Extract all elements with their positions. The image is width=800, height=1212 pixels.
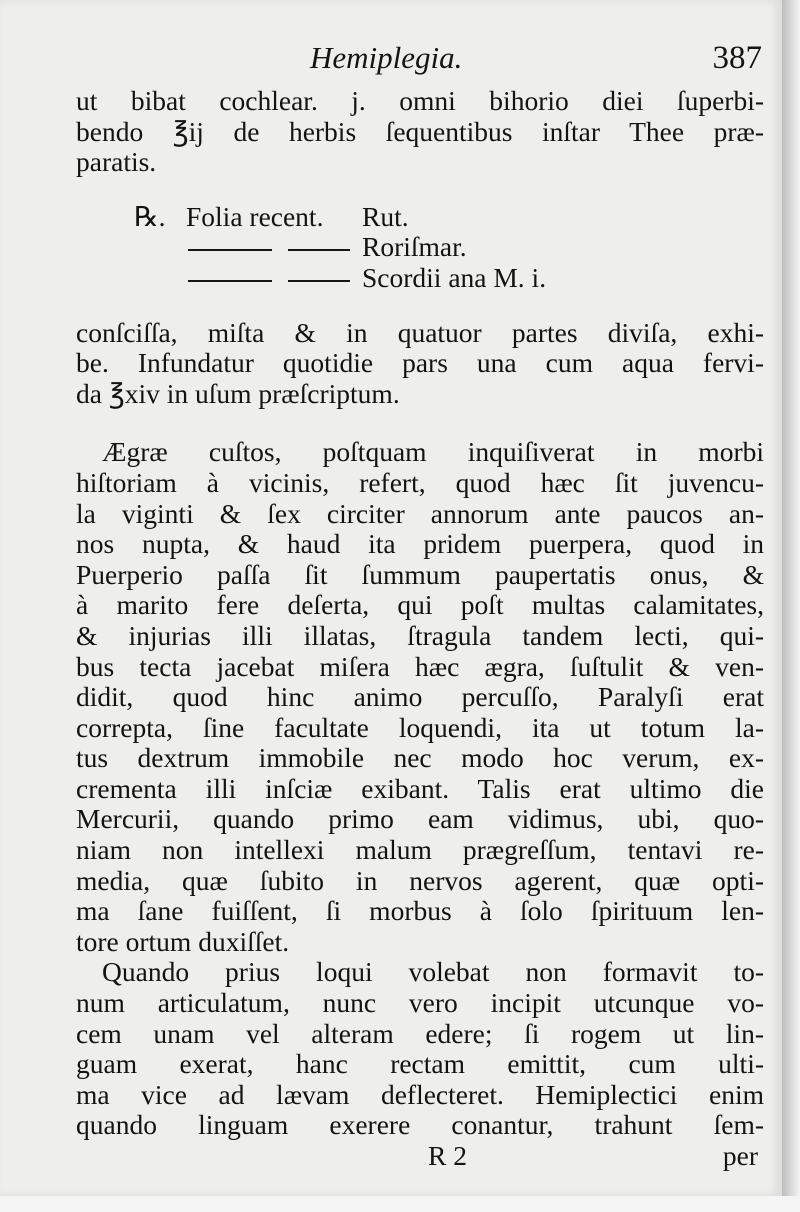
- catchword: per: [722, 1140, 758, 1171]
- text-line: correpta, ſine facultate loquendi, ita ut totum la-: [76, 711, 764, 743]
- page-bottom-margin: [0, 1196, 800, 1212]
- recipe-block: [76, 202, 764, 294]
- paragraph-3: [76, 437, 764, 957]
- text-line: hiſtoriam à vicinis, refert, quod hæc ſit juvencu-: [76, 466, 764, 498]
- text-line: paratis.: [76, 146, 157, 178]
- ditto-rule: [188, 280, 272, 282]
- text-line: nos nupta, & haud ita pridem puerpera, quod in: [76, 528, 764, 560]
- running-title: Hemiplegia.: [310, 40, 463, 75]
- text-line: Puerperio paſſa ſit ſummum paupertatis onus, &: [76, 558, 764, 590]
- recipe-lead: Folia recent.: [186, 200, 324, 232]
- text-line: crementa illi inſciæ exibant. Talis erat ultimo die: [76, 772, 764, 804]
- text-line: quando linguam exerere conantur, trahunt ſem-: [76, 1109, 764, 1141]
- text-line: & injurias illi illatas, ſtragula tandem lecti, qui-: [76, 619, 764, 651]
- recipe-line: [76, 232, 764, 263]
- paragraph-1: [76, 86, 764, 178]
- recipe-item: Roriſmar.: [362, 231, 467, 263]
- text-line: niam non intellexi malum prægreſſum, tentavi re-: [76, 834, 764, 866]
- ditto-rule: [188, 249, 272, 251]
- page-footer: [76, 1140, 764, 1174]
- ditto-rule: [288, 280, 350, 282]
- text-line: ma ſane fuiſſent, ſi morbus à ſolo ſpirituum len-: [76, 895, 764, 927]
- recipe-line: [76, 202, 764, 233]
- ditto-rule: [288, 249, 350, 251]
- text-line: tus dextrum immobile nec modo hoc verum, ex-: [76, 742, 764, 774]
- recipe-item: Scordii ana M. i.: [362, 261, 547, 293]
- text-line: guam exerat, hanc rectam emittit, cum ulti-: [76, 1048, 764, 1080]
- text-line: conſciſſa, miſta & in quatuor partes diviſa, exhi-: [76, 316, 764, 348]
- text-line: la viginti & ſex circiter annorum ante paucos an-: [76, 497, 764, 529]
- page-edge-shadow: [782, 0, 800, 1212]
- text-line: Quando prius loqui volebat non formavit to-: [102, 956, 764, 988]
- text-line: cem unam vel alteram edere; ſi rogem ut lin-: [76, 1017, 764, 1049]
- page-header: [78, 40, 764, 84]
- text-line: didit, quod hinc animo percuſſo, Paralyſi erat: [76, 681, 764, 713]
- text-line: da ℥xiv in uſum præſcriptum.: [76, 377, 400, 409]
- text-line: Mercurii, quando primo eam vidimus, ubi, quo-: [76, 803, 764, 835]
- text-line: Ægræ cuſtos, poſtquam inquiſiverat in morbi: [102, 436, 764, 468]
- text-line: bendo ℥ij de herbis ſequentibus inſtar Thee præ-: [76, 115, 764, 147]
- recipe-symbol: ℞.: [134, 200, 166, 232]
- recipe-line: [76, 263, 764, 294]
- text-line: ma vice ad lævam deflecteret. Hemiplectici enim: [76, 1078, 764, 1110]
- text-line: num articulatum, nunc vero incipit utcunque vo-: [76, 987, 764, 1019]
- paragraph-2: [76, 318, 764, 410]
- text-line: tore ortum duxiſſet.: [76, 925, 290, 957]
- paragraph-4: [76, 957, 764, 1141]
- body-text: [76, 86, 764, 1141]
- signature-mark: R 2: [428, 1140, 467, 1171]
- text-line: media, quæ ſubito in nervos agerent, quæ opti-: [76, 864, 764, 896]
- text-line: à marito fere deſerta, qui poſt multas calamitates,: [76, 589, 764, 621]
- text-line: bus tecta jacebat miſera hæc ægra, ſuſtulit & ven-: [76, 650, 764, 682]
- text-line: ut bibat cochlear. j. omni bihorio diei ſuperbi-: [76, 85, 764, 116]
- text-line: be. Infundatur quotidie pars una cum aqua fervi-: [76, 347, 764, 379]
- page-number: 387: [712, 40, 762, 76]
- recipe-item: Rut.: [362, 200, 409, 232]
